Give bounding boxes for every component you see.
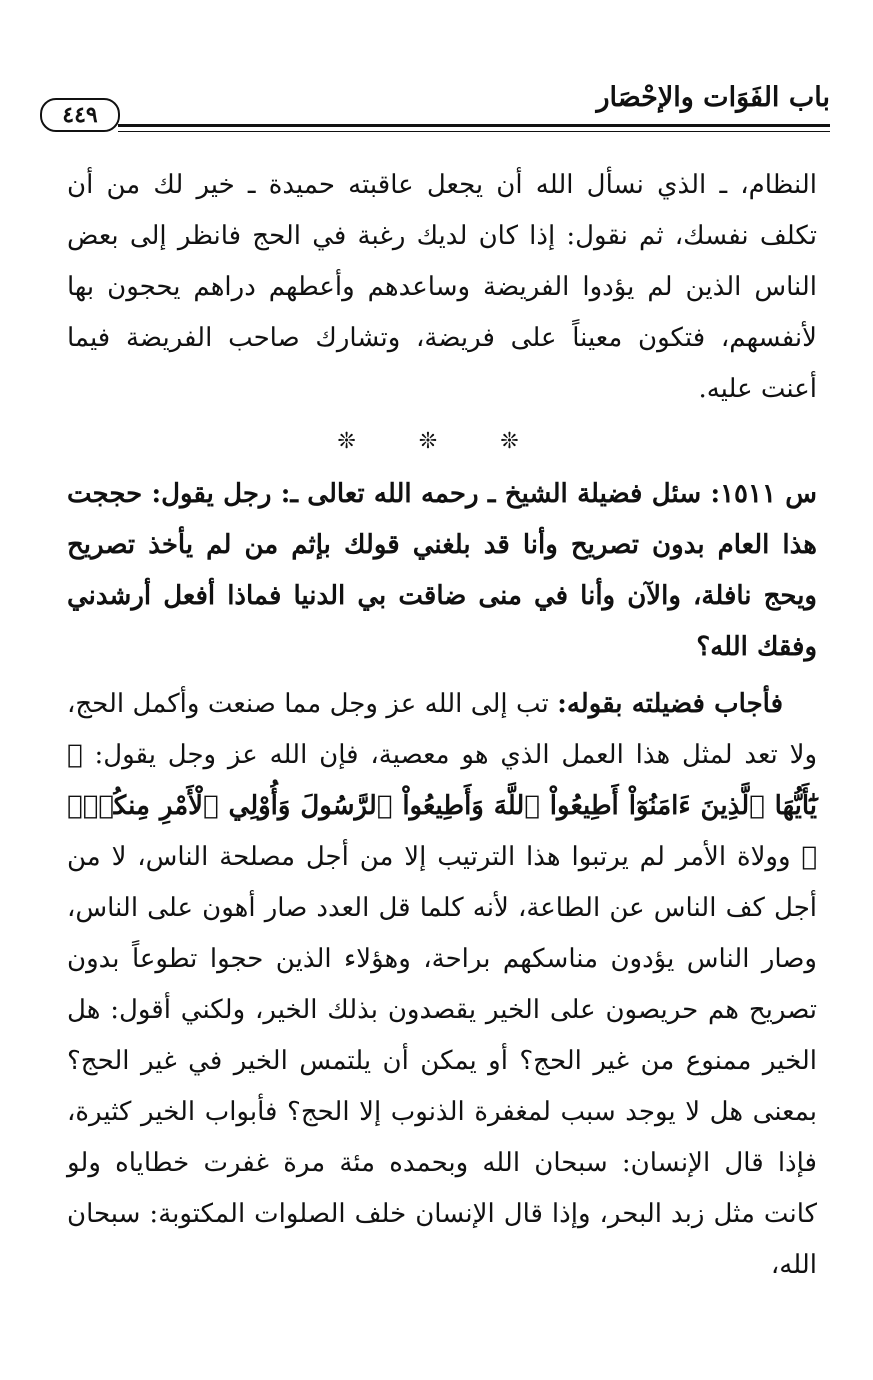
question-number: س ١٥١١: <box>710 479 817 509</box>
page-header <box>40 82 830 142</box>
header-rule-thick <box>118 124 830 127</box>
section-separator: ❊ ❊ ❊ <box>337 429 547 454</box>
answer-label: فأجاب فضيلته بقوله: <box>557 689 783 719</box>
header-rule-thin <box>118 131 830 132</box>
answer-paragraph <box>67 679 817 1291</box>
paragraph-continuation: النظام، ـ الذي نسأل الله أن يجعل عاقبته حميدة ـ خير لك من أن تكلف نفسك، ثم نقول: إذا كان لديك رغبة في الحج فانظر إلى بعض الناس الذين لم يؤدوا الفريضة وساعدهم وأعطهم دراهم يحجون بها لأنفسهم، فتكون معيناً على فريضة، وتشارك صاحب الفريضة فيما أعنت عليه. <box>67 170 817 404</box>
page-content <box>67 160 817 1291</box>
answer-text-2: وولاة الأمر لم يرتبوا هذا الترتيب إلا من أجل مصلحة الناس، لا من أجل كف الناس عن الطاعة، لأنه كلما قل العدد صار أهون على الناس، وصار الناس يؤدون مناسكهم براحة، وهؤلاء الذين حجوا تطوعاً بدون تصريح هم حريصون على الخير يقصدون بذلك الخير، ولكني أقول: هل الخير ممنوع من غير الحج؟ أو يمكن أن يلتمس الخير في غير الحج؟ بمعنى هل لا يوجد سبب لمغفرة الذنوب إلا الحج؟ فأبواب الخير كثيرة، فإذا قال الإنسان: سبحان الله وبحمده مئة مرة غفرت خطاياه ولو كانت مثل زبد البحر، وإذا قال الإنسان خلف الصلوات المكتوبة: سبحان الله، <box>67 842 817 1280</box>
quran-verse: ﴿ يَٰٓأَيُّهَا ٱلَّذِينَ ءَامَنُوٓاْ أَطِيعُواْ ٱللَّهَ وَأَطِيعُواْ ٱلرَّسُولَ وَأُوْلِي ٱلْأَمْرِ مِنكُمْۖ ﴾ <box>67 740 817 872</box>
page-number: ٤٤٩ <box>40 98 120 132</box>
question-paragraph <box>67 469 817 679</box>
chapter-title: باب الفَوَات والإحْصَار <box>596 82 830 113</box>
answer-text-1: تب إلى الله عز وجل مما صنعت وأكمل الحج، ولا تعد لمثل هذا العمل الذي هو معصية، فإن الله عز وجل يقول: <box>67 689 818 770</box>
question-text: سئل فضيلة الشيخ ـ رحمه الله تعالى ـ: رجل يقول: حججت هذا العام بدون تصريح وأنا قد بلغني قولك بإثم من لم يأخذ تصريح ويحج نافلة، والآن وأنا في منى ضاقت بي الدنيا فماذا أفعل أرشدني وفقك الله؟ <box>67 479 817 662</box>
